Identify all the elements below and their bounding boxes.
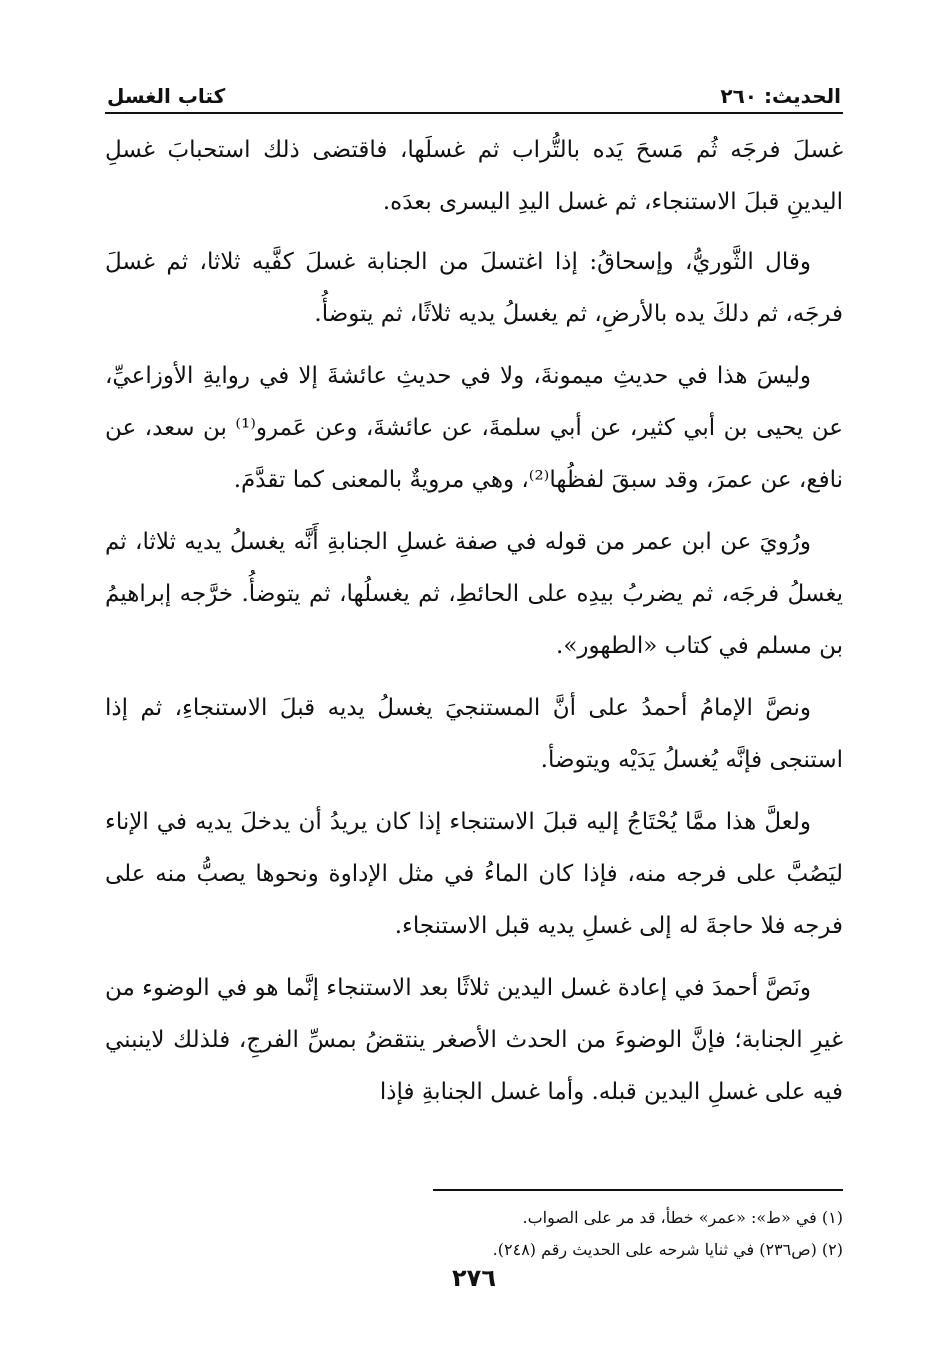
footnotes (105, 1202, 843, 1266)
paragraph: ونَصَّ أحمدَ في إعادة غسل اليدين ثلاثًا بعد الاستنجاء إنَّما هو في الوضوء من غيرِ الجنابة؛ فإنَّ الوضوءَ من الحدث الأصغر ينتقضُ بمسِّ الفرجِ، فلذلك لاينبني فيه على غسلِ اليدين قبله. وأما غسل الجنابةِ فإذا (105, 975, 843, 1105)
paragraph: ورُويَ عن ابن عمر من قوله في صفة غسلِ الجنابةِ أَنَّه يغسلُ يديه ثلاثا، ثم يغسلُ فرجَه، ثم يضربُ بيدِه على الحائطِ، ثم يغسلُها، ثم يتوضأُ. خرَّجه إبراهيمُ بن مسلم في كتاب «الطهور». (105, 529, 843, 659)
running-header (105, 78, 843, 114)
hadith-number-label: الحديث: ٢٦٠ (720, 84, 841, 108)
footnote: (٢) (ص٢٣٦) في ثنايا شرحه على الحديث رقم (٢٤٨). (492, 1240, 843, 1259)
book-page (105, 78, 843, 1338)
footnote: (١) في «ط»: «عمر» خطأ، قد مر على الصواب. (522, 1208, 843, 1227)
chapter-title: كتاب الغسل (107, 84, 226, 108)
paragraph: غسلَ فرجَه ثُم مَسحَ يَده بالتُّراب ثم غسلَها، فاقتضى ذلك استحبابَ غسلِ اليدينِ قبلَ الاستنجاء، ثم غسل اليدِ اليسرى بعدَه. (105, 137, 843, 215)
footnote-divider (433, 1189, 843, 1191)
paragraph: وليسَ هذا في حديثِ ميمونةَ، ولا في حديثِ عائشةَ إلا في روايةِ الأوزاعيِّ، عن يحيى بن أبي كثير، عن أبي سلمةَ، عن عائشةَ، وعن عَمرو⁽¹⁾ بن سعد، عن نافع، عن عمرَ، وقد سبقَ لفظُها⁽²⁾، وهي مرويةٌ بالمعنى كما تقدَّمَ. (105, 363, 843, 493)
paragraph: ونصَّ الإمامُ أحمدُ على أنَّ المستنجيَ يغسلُ يديه قبلَ الاستنجاءِ، ثم إذا استنجى فإنَّه يُغسلُ يَدَيْه ويتوضأ. (105, 695, 843, 773)
paragraph: وقال الثَّوريُّ، وإسحاقُ: إذا اغتسلَ من الجنابة غسلَ كفَّيه ثلاثا، ثم غسلَ فرجَه، ثم دلكَ يده بالأرضِ، ثم يغسلُ يديه ثلاثًا، ثم يتوضأُ. (105, 249, 843, 327)
main-text (105, 124, 843, 1118)
paragraph: ولعلَّ هذا ممَّا يُحْتَاجُ إليه قبلَ الاستنجاء إذا كان يريدُ أن يدخلَ يديه في الإناء ليَصُبَّ على فرجه منه، فإذا كان الماءُ في مثل الإداوة ونحوها يصبُّ منه على فرجه فلا حاجةَ له إلى غسلِ يديه قبل الاستنجاء. (105, 809, 843, 939)
page-number: ٢٧٦ (452, 1264, 496, 1292)
